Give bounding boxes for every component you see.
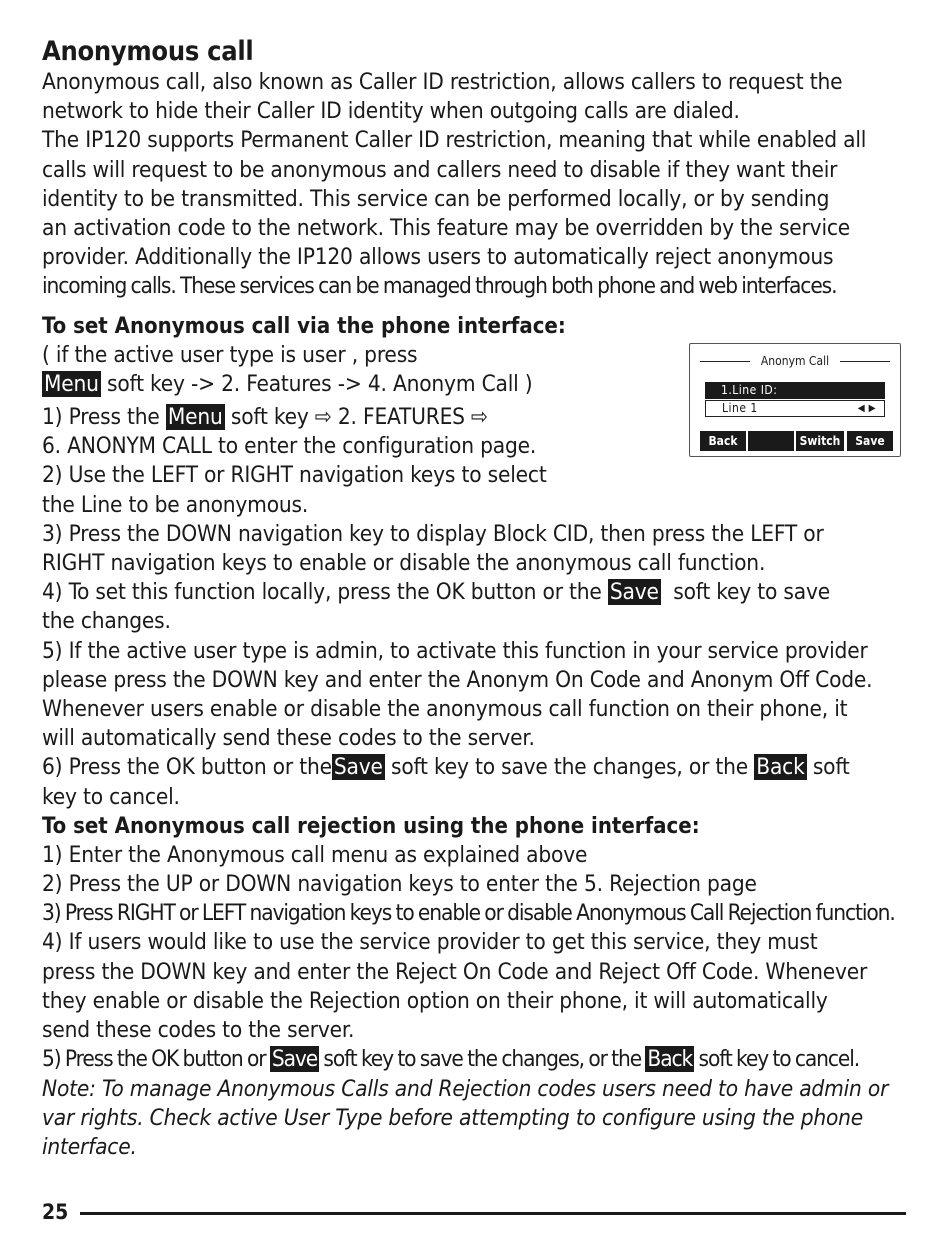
intro-line: network to hide their Caller ID identity when outgoing calls are dialed.: [42, 98, 740, 125]
lcd-softkey-switch: Switch: [796, 431, 844, 451]
lcd-value-text: Line 1: [722, 401, 758, 415]
intro-line: provider. Additionally the IP120 allows users to automatically reject anonymous: [42, 244, 834, 271]
rejection-step-5: [42, 1045, 908, 1074]
step-4-cont: the changes.: [42, 608, 171, 635]
step-text: soft key to save: [660, 579, 830, 606]
back-softkey-label: Back: [756, 754, 805, 781]
save-softkey-label: Save: [271, 1046, 318, 1073]
step-text: 5) Press the OK button or: [42, 1046, 270, 1073]
step-text: soft key to save the changes, or the: [384, 754, 755, 781]
intro-line: The IP120 supports Permanent Caller ID restriction, meaning that while enabled all: [42, 127, 867, 154]
step-1-cont: 6. ANONYM CALL to enter the configuration page.: [42, 433, 537, 460]
section-heading-rejection: To set Anonymous call rejection using the phone interface:: [42, 813, 700, 839]
step-5-cont: Whenever users enable or disable the anonymous call function on their phone, it: [42, 696, 848, 723]
step-5: 5) If the active user type is admin, to activate this function in your service provider: [42, 637, 868, 664]
step-text: 6) Press the OK button or the: [42, 754, 332, 781]
intro-line: an activation code to the network. This feature may be overridden by the service: [42, 215, 851, 242]
intro-line: incoming calls. These services can be managed through both phone and web interfaces.: [42, 273, 837, 300]
lcd-softkey-blank: [748, 431, 794, 451]
left-right-arrows-icon: ◀ ▶: [857, 403, 876, 414]
lcd-title: Anonym Call: [700, 352, 890, 370]
step-2-cont: the Line to be anonymous.: [42, 491, 309, 518]
menu-softkey-label: Menu: [167, 404, 223, 431]
step-text: soft: [806, 754, 850, 781]
note-line: var rights. Check active User Type before attempting to configure using the phone: [42, 1104, 864, 1131]
step-text: soft key to save the changes, or the: [319, 1046, 646, 1073]
footer-rule: [80, 1212, 906, 1215]
page-number: 25: [42, 1200, 69, 1224]
user-hint-line: ( if the active user type is user , press: [42, 341, 418, 368]
step-5-cont: will automatically send these codes to the server.: [42, 725, 535, 752]
step-3: 3) Press the DOWN navigation key to display Block CID, then press the LEFT or: [42, 520, 824, 547]
intro-paragraph: [42, 68, 908, 302]
lcd-softkey-back: Back: [700, 431, 746, 451]
note-paragraph: [42, 1075, 908, 1163]
rejection-step-4-cont: press the DOWN key and enter the Reject On Code and Reject Off Code. Whenever: [42, 958, 868, 985]
menu-softkey-label: Menu: [44, 370, 99, 397]
step-6: [42, 753, 908, 782]
rejection-step-4-cont: send these codes to the server.: [42, 1017, 355, 1044]
step-text: 1) Press the: [42, 404, 166, 431]
step-text: soft key ⇨ 2. FEATURES ⇨: [224, 404, 488, 431]
back-softkey-label: Back: [647, 1046, 693, 1073]
intro-line: identity to be transmitted. This service can be performed locally, or by sending: [42, 185, 830, 212]
page-title: Anonymous call: [42, 36, 254, 67]
save-softkey-label: Save: [609, 579, 659, 606]
intro-line: Anonymous call, also known as Caller ID restriction, allows callers to request the: [42, 69, 843, 95]
manual-page: [42, 36, 908, 1162]
save-softkey-label: Save: [333, 754, 383, 781]
step-text: soft key to cancel.: [694, 1046, 860, 1073]
note-line: Note: To manage Anonymous Calls and Rejection codes users need to have admin or: [42, 1075, 889, 1102]
lcd-value-row: [705, 400, 885, 417]
step-text: 4) To set this function locally, press the OK button or the: [42, 579, 608, 606]
rejection-step-4: 4) If users would like to use the service provider to get this service, they must: [42, 929, 818, 956]
section-heading-anonymous-call: To set Anonymous call via the phone interface:: [42, 313, 566, 339]
intro-line: calls will request to be anonymous and callers need to disable if they want their: [42, 156, 838, 183]
step-4: [42, 578, 908, 607]
rejection-step-1: 1) Enter the Anonymous call menu as explained above: [42, 841, 588, 868]
step-6-cont: key to cancel.: [42, 783, 180, 810]
rejection-step-2: 2) Press the UP or DOWN navigation keys to enter the 5. Rejection page: [42, 871, 757, 898]
lcd-softkey-save: Save: [847, 431, 893, 451]
lcd-selected-row: 1.Line ID:: [705, 382, 885, 399]
rejection-step-4-cont: they enable or disable the Rejection option on their phone, it will automatically: [42, 987, 828, 1014]
step-2: 2) Use the LEFT or RIGHT navigation keys to select: [42, 462, 547, 489]
step-5-cont: please press the DOWN key and enter the Anonym On Code and Anonym Off Code.: [42, 666, 873, 693]
step-3-cont: RIGHT navigation keys to enable or disable the anonymous call function.: [42, 550, 766, 577]
user-hint-text: soft key -> 2. Features -> 4. Anonym Call ): [100, 370, 533, 397]
note-line: interface.: [42, 1133, 137, 1160]
rejection-step-3: 3) Press RIGHT or LEFT navigation keys to enable or disable Anonymous Call Rejection function.: [42, 900, 895, 927]
phone-lcd-screen: [689, 343, 901, 457]
